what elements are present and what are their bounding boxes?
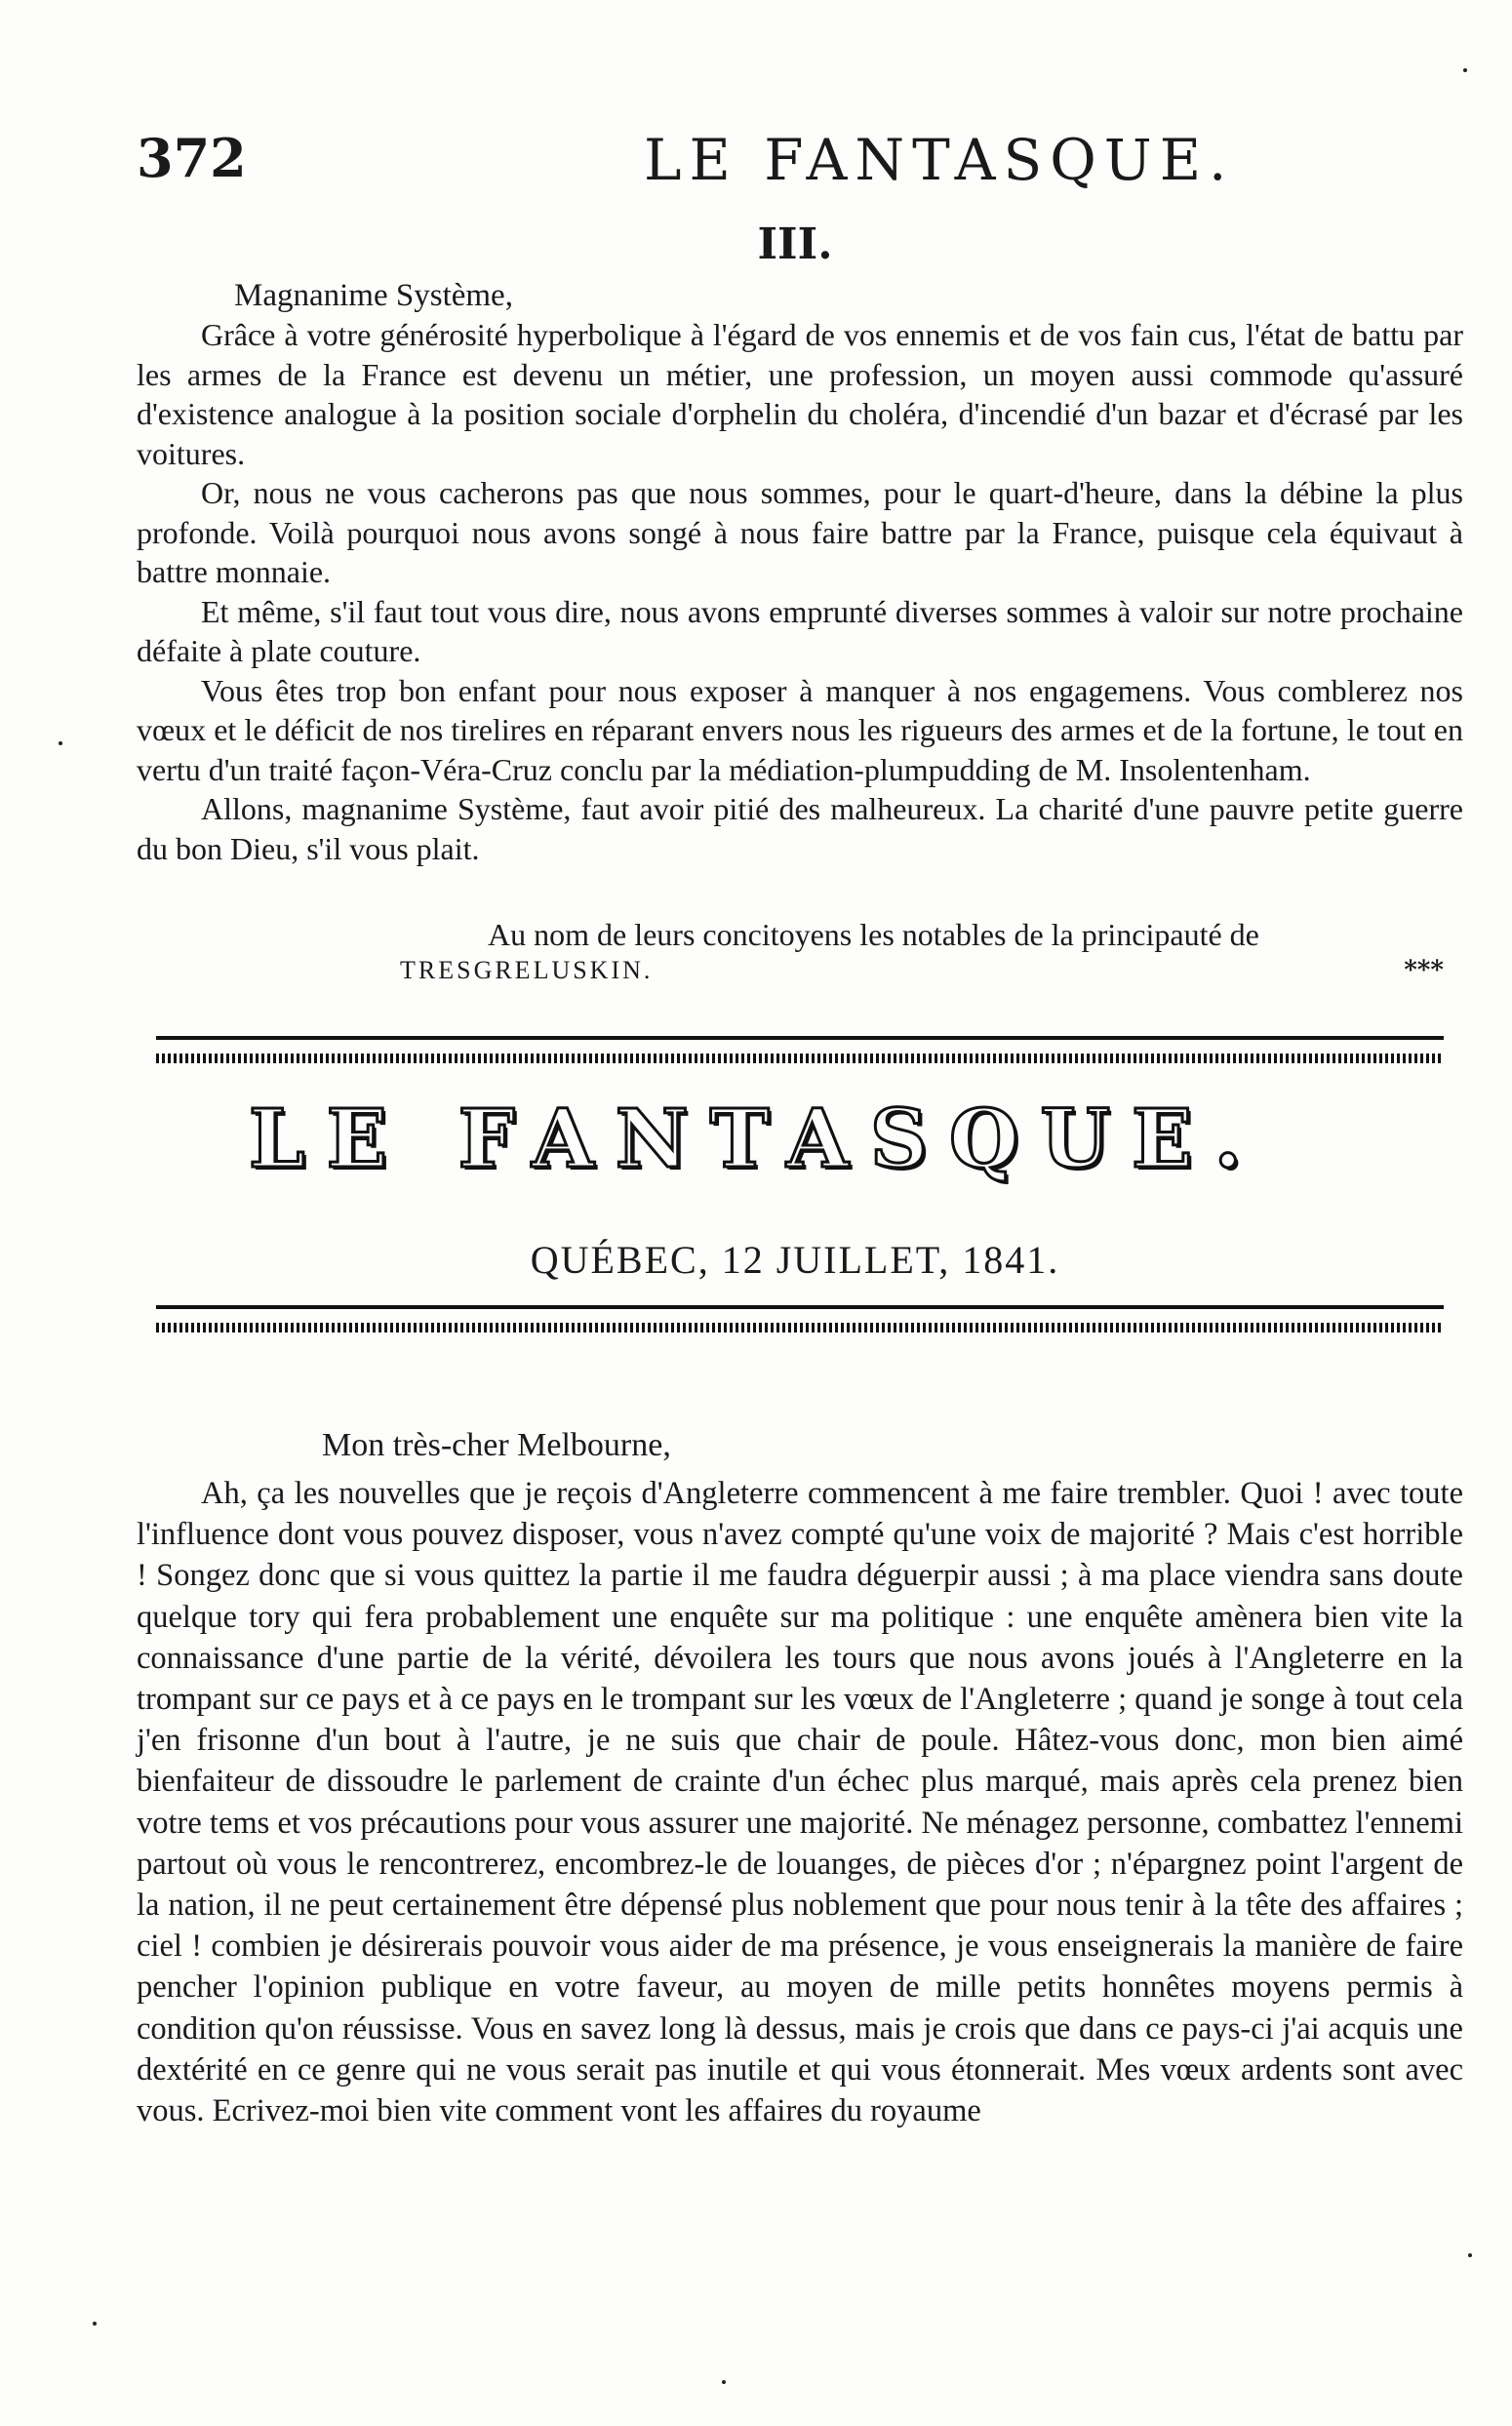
section-number: III. xyxy=(757,219,833,269)
print-speck xyxy=(59,741,62,745)
print-speck xyxy=(93,2322,97,2326)
running-title: LE FANTASQUE. xyxy=(644,127,1235,193)
letter1-paragraph: Et même, s'il faut tout vous dire, nous avons emprunté diverses sommes à valoir sur notre prochaine défaite à plate couture. xyxy=(137,593,1463,668)
page-number: 372 xyxy=(137,127,247,189)
top-masthead-hatch-rule xyxy=(156,1054,1444,1063)
letter1-paragraph: Vous êtes trop bon enfant pour nous exposer à manquer à nos engagemens. Vous comblerez nos vœux et le déficit de nos tirelires en réparant envers nous les rigueurs des armes et de la fortune, le tout en vertu d'un traité façon-Véra-Cruz conclu par la médiation-plumpudding de M. Insolentenham. xyxy=(137,672,1463,787)
masthead-dateline: QUÉBEC, 12 JUILLET, 1841. xyxy=(530,1238,1060,1282)
letter2-salutation: Mon très-cher Melbourne, xyxy=(322,1427,671,1463)
letter1-salutation: Magnanime Système, xyxy=(234,278,513,313)
print-speck xyxy=(722,2380,726,2384)
print-speck xyxy=(1463,68,1467,72)
masthead-title: LE FANTASQUE. xyxy=(248,1093,1264,1186)
print-speck xyxy=(1468,2253,1472,2257)
letter1-paragraph: Grâce à votre générosité hyperbolique à l'égard de vos ennemis et de vos fain cus, l'état de battu par les armes de la France est devenu un métier, une profession, un moyen aussi commode qu'assuré d'existence analogue à la position sociale d'orphelin du choléra, d'incendié d'un bazar et d'écrasé par les voitures. xyxy=(137,317,1463,471)
running-head xyxy=(0,127,1512,205)
letter1-paragraph: Allons, magnanime Système, faut avoir pitié des malheureux. La charité d'une pauvre petite guerre du bon Dieu, s'il vous plait. xyxy=(137,791,1463,866)
letter1-closing: Au nom de leurs concitoyens les notables de la principauté de xyxy=(488,917,1259,952)
top-masthead-rule xyxy=(156,1036,1444,1055)
letter1-signer: TRESGRELUSKIN. xyxy=(400,956,654,984)
bottom-masthead-rule xyxy=(156,1305,1444,1325)
asterisks-mark: *** xyxy=(1404,956,1444,985)
letter-to-systeme xyxy=(137,276,1463,868)
letter2-paragraph: Ah, ça les nouvelles que je reçois d'Angleterre commencent à me faire trembler. Quoi ! avec toute l'influence dont vous pouvez disposer, vous n'avez compté qu'une voix de majorité ? Mais c'est horrible ! Songez donc que si vous quittez la partie il me faudra déguerpir aussi ; à ma place viendra sans doute quelque tory qui fera probablement une enquête sur ma politique : une enquête amènera bien vite la connaissance d'une partie de la vérité, dévoilera les tours que nous avons joués à l'Angleterre en la trompant sur ce pays et à ce pays en le trompant sur les vœux de l'Angleterre ; quand je songe à tout cela j'en frisonne d'un bout à l'autre, je ne suis que chair de poule. Hâtez-vous donc, mon bien aimé bienfaiteur de dissoudre le parlement de crainte d'un échec plus marqué, mais après cela prenez bien votre tems et vos précautions pour vous assurer une majorité. Ne ménagez personne, combattez l'ennemi partout où vous le rencontrerez, encombrez-le de louanges, de pièces d'or ; n'épargnez point l'argent de la nation, il ne peut certainement être dépensé plus noblement que pour nous tenir à la tête des affaires ; ciel ! combien je désirerais pouvoir vous aider de ma présence, je vous enseignerais la manière de faire pencher l'opinion publique en votre faveur, au moyen de mille petits honnêtes moyens permis à condition qu'on réussisse. Vous en savez long là dessus, mais je crois que dans ce pays-ci j'ai acquis une dextérité en ce genre qui ne vous serait pas inutile et qui vous étonnerait. Mes vœux ardents sont avec vous. Ecrivez-moi bien vite comment vont les affaires du royaume xyxy=(137,1476,1463,2129)
letter-to-melbourne xyxy=(137,1424,1463,2131)
bottom-masthead-hatch-rule xyxy=(156,1323,1444,1332)
letter1-paragraph: Or, nous ne vous cacherons pas que nous sommes, pour le quart-d'heure, dans la débine la plus profonde. Voilà pourquoi nous avons songé à nous faire battre par la France, puisque cela équivaut à battre monnaie. xyxy=(137,475,1463,589)
